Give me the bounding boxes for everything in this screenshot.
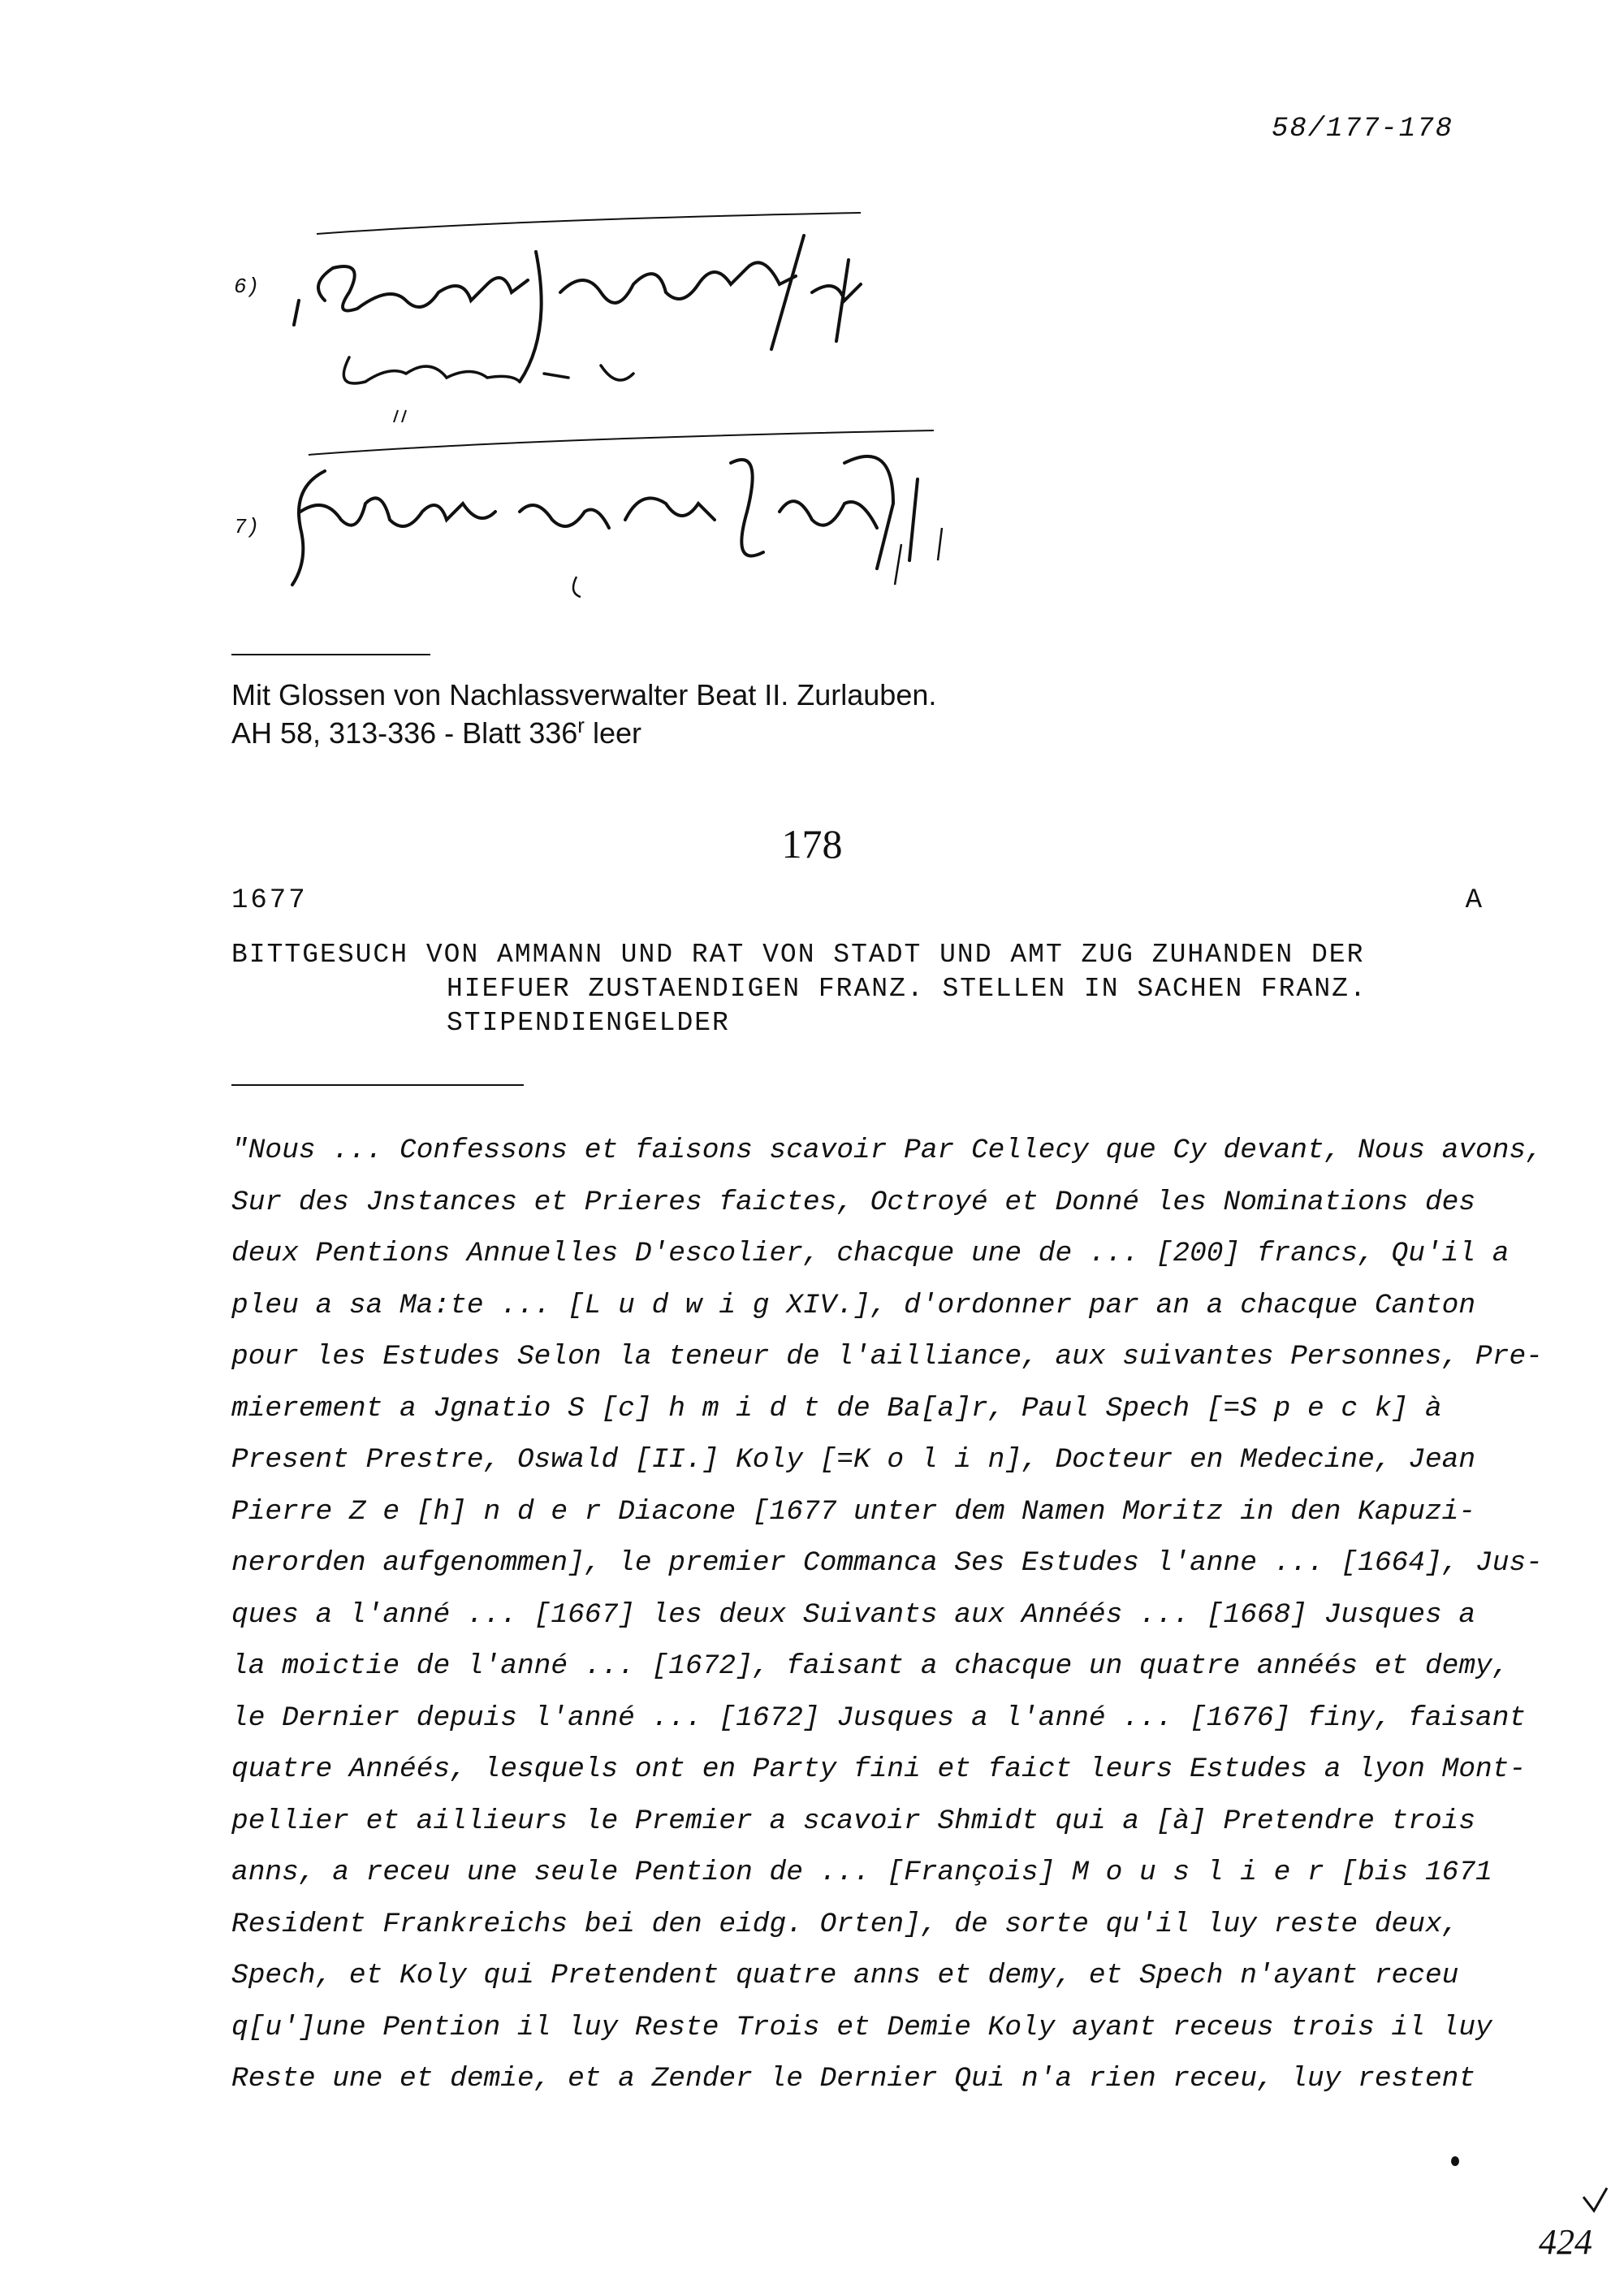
gloss-line-2 [231, 713, 641, 750]
body-line: Resident Frankreichs bei den eidg. Orten], de sorte qu'il luy reste deux, [231, 1908, 1459, 1940]
checkmark-icon [1579, 2185, 1612, 2217]
body-line: Sur des Jnstances et Prieres faictes, Octroyé et Donné les Nominations des [231, 1186, 1476, 1218]
body-line: quatre Annéés, lesquels ont en Party fini et faict leurs Estudes a lyon Mont- [231, 1753, 1527, 1785]
body-line: deux Pentions Annuelles D'escolier, chacque une de ... [200] francs, Qu'il a [231, 1238, 1510, 1269]
gloss-superscript: r [577, 713, 585, 737]
gloss-suffix: leer [584, 716, 641, 750]
document-body [231, 1125, 1543, 2105]
gloss-source: AH 58, 313-336 - Blatt 336 [231, 716, 578, 750]
document-heading [231, 938, 1498, 1040]
handwritten-signature-6 [276, 203, 926, 422]
archive-stamp-number: 424 [1539, 2222, 1592, 2262]
signature-6-label: 6) [234, 275, 260, 299]
document-letter: A [1465, 885, 1482, 916]
body-line: q[u']une Pention il luy Reste Trois et Demie Koly ayant receus trois il luy [231, 2011, 1492, 2043]
section-divider [231, 654, 430, 655]
document-number: 178 [781, 821, 843, 867]
body-line: ques a l'anné ... [1667] les deux Suivants aux Annéés ... [1668] Jusques a [231, 1598, 1476, 1631]
body-line: anns, a receu une seule Pention de ... [François] M o u s l i e r [bis 1671 [231, 1857, 1492, 1888]
body-line: mierement a Jgnatio S [c] h m i d t de Ba[a]r, Paul Spech [=S p e c k] à [231, 1392, 1442, 1425]
heading-line-2: HIEFUER ZUSTAENDIGEN FRANZ. STELLEN IN SACHEN FRANZ. [447, 974, 1367, 1004]
body-line: pleu a sa Ma:te ... [L u d w i g XIV.], d'ordonner par an a chacque Canton [231, 1289, 1476, 1321]
heading-divider [231, 1084, 524, 1086]
body-line: le Dernier depuis l'anné ... [1672] Jusques a l'anné ... [1676] finy, faisant [231, 1701, 1527, 1734]
body-line: la moictie de l'anné ... [1672], faisant a chacque un quatre annéés et demy, [231, 1650, 1510, 1682]
handwritten-signature-7 [276, 414, 958, 625]
heading-line-1: BITTGESUCH VON AMMANN UND RAT VON STADT UND AMT ZUG ZUHANDEN DER [231, 940, 1365, 970]
body-line: pour les Estudes Selon la teneur de l'ailliance, aux suivantes Personnes, Pre- [231, 1341, 1543, 1373]
body-line: Pierre Z e [h] n d e r Diacone [1677 unter dem Namen Moritz in den Kapuzi- [231, 1495, 1476, 1528]
body-line: Spech, et Koly qui Pretendent quatre anns et demy, et Spech n'ayant receu [231, 1960, 1459, 1991]
body-line: "Nous ... Confessons et faisons scavoir Par Cellecy que Cy devant, Nous avons, [231, 1135, 1543, 1166]
body-line: Reste une et demie, et a Zender le Dernier Qui n'a rien receu, luy restent [231, 2063, 1476, 2095]
signature-7-label: 7) [234, 515, 260, 539]
body-line: Present Prestre, Oswald [II.] Koly [=K o l i n], Docteur en Medecine, Jean [231, 1444, 1476, 1476]
page-reference: 58/177-178 [1271, 114, 1453, 145]
document-year: 1677 [231, 885, 308, 916]
body-line: pellier et aillieurs le Premier a scavoir Shmidt qui a [à] Pretendre trois [231, 1805, 1476, 1837]
gloss-line-1: Mit Glossen von Nachlassverwalter Beat II. Zurlauben. [231, 678, 937, 711]
body-line: nerorden aufgenommen], le premier Commanca Ses Estudes l'anne ... [1664], Jus- [231, 1547, 1543, 1579]
heading-line-3: STIPENDIENGELDER [447, 1008, 730, 1038]
ink-dot [1451, 2156, 1459, 2166]
